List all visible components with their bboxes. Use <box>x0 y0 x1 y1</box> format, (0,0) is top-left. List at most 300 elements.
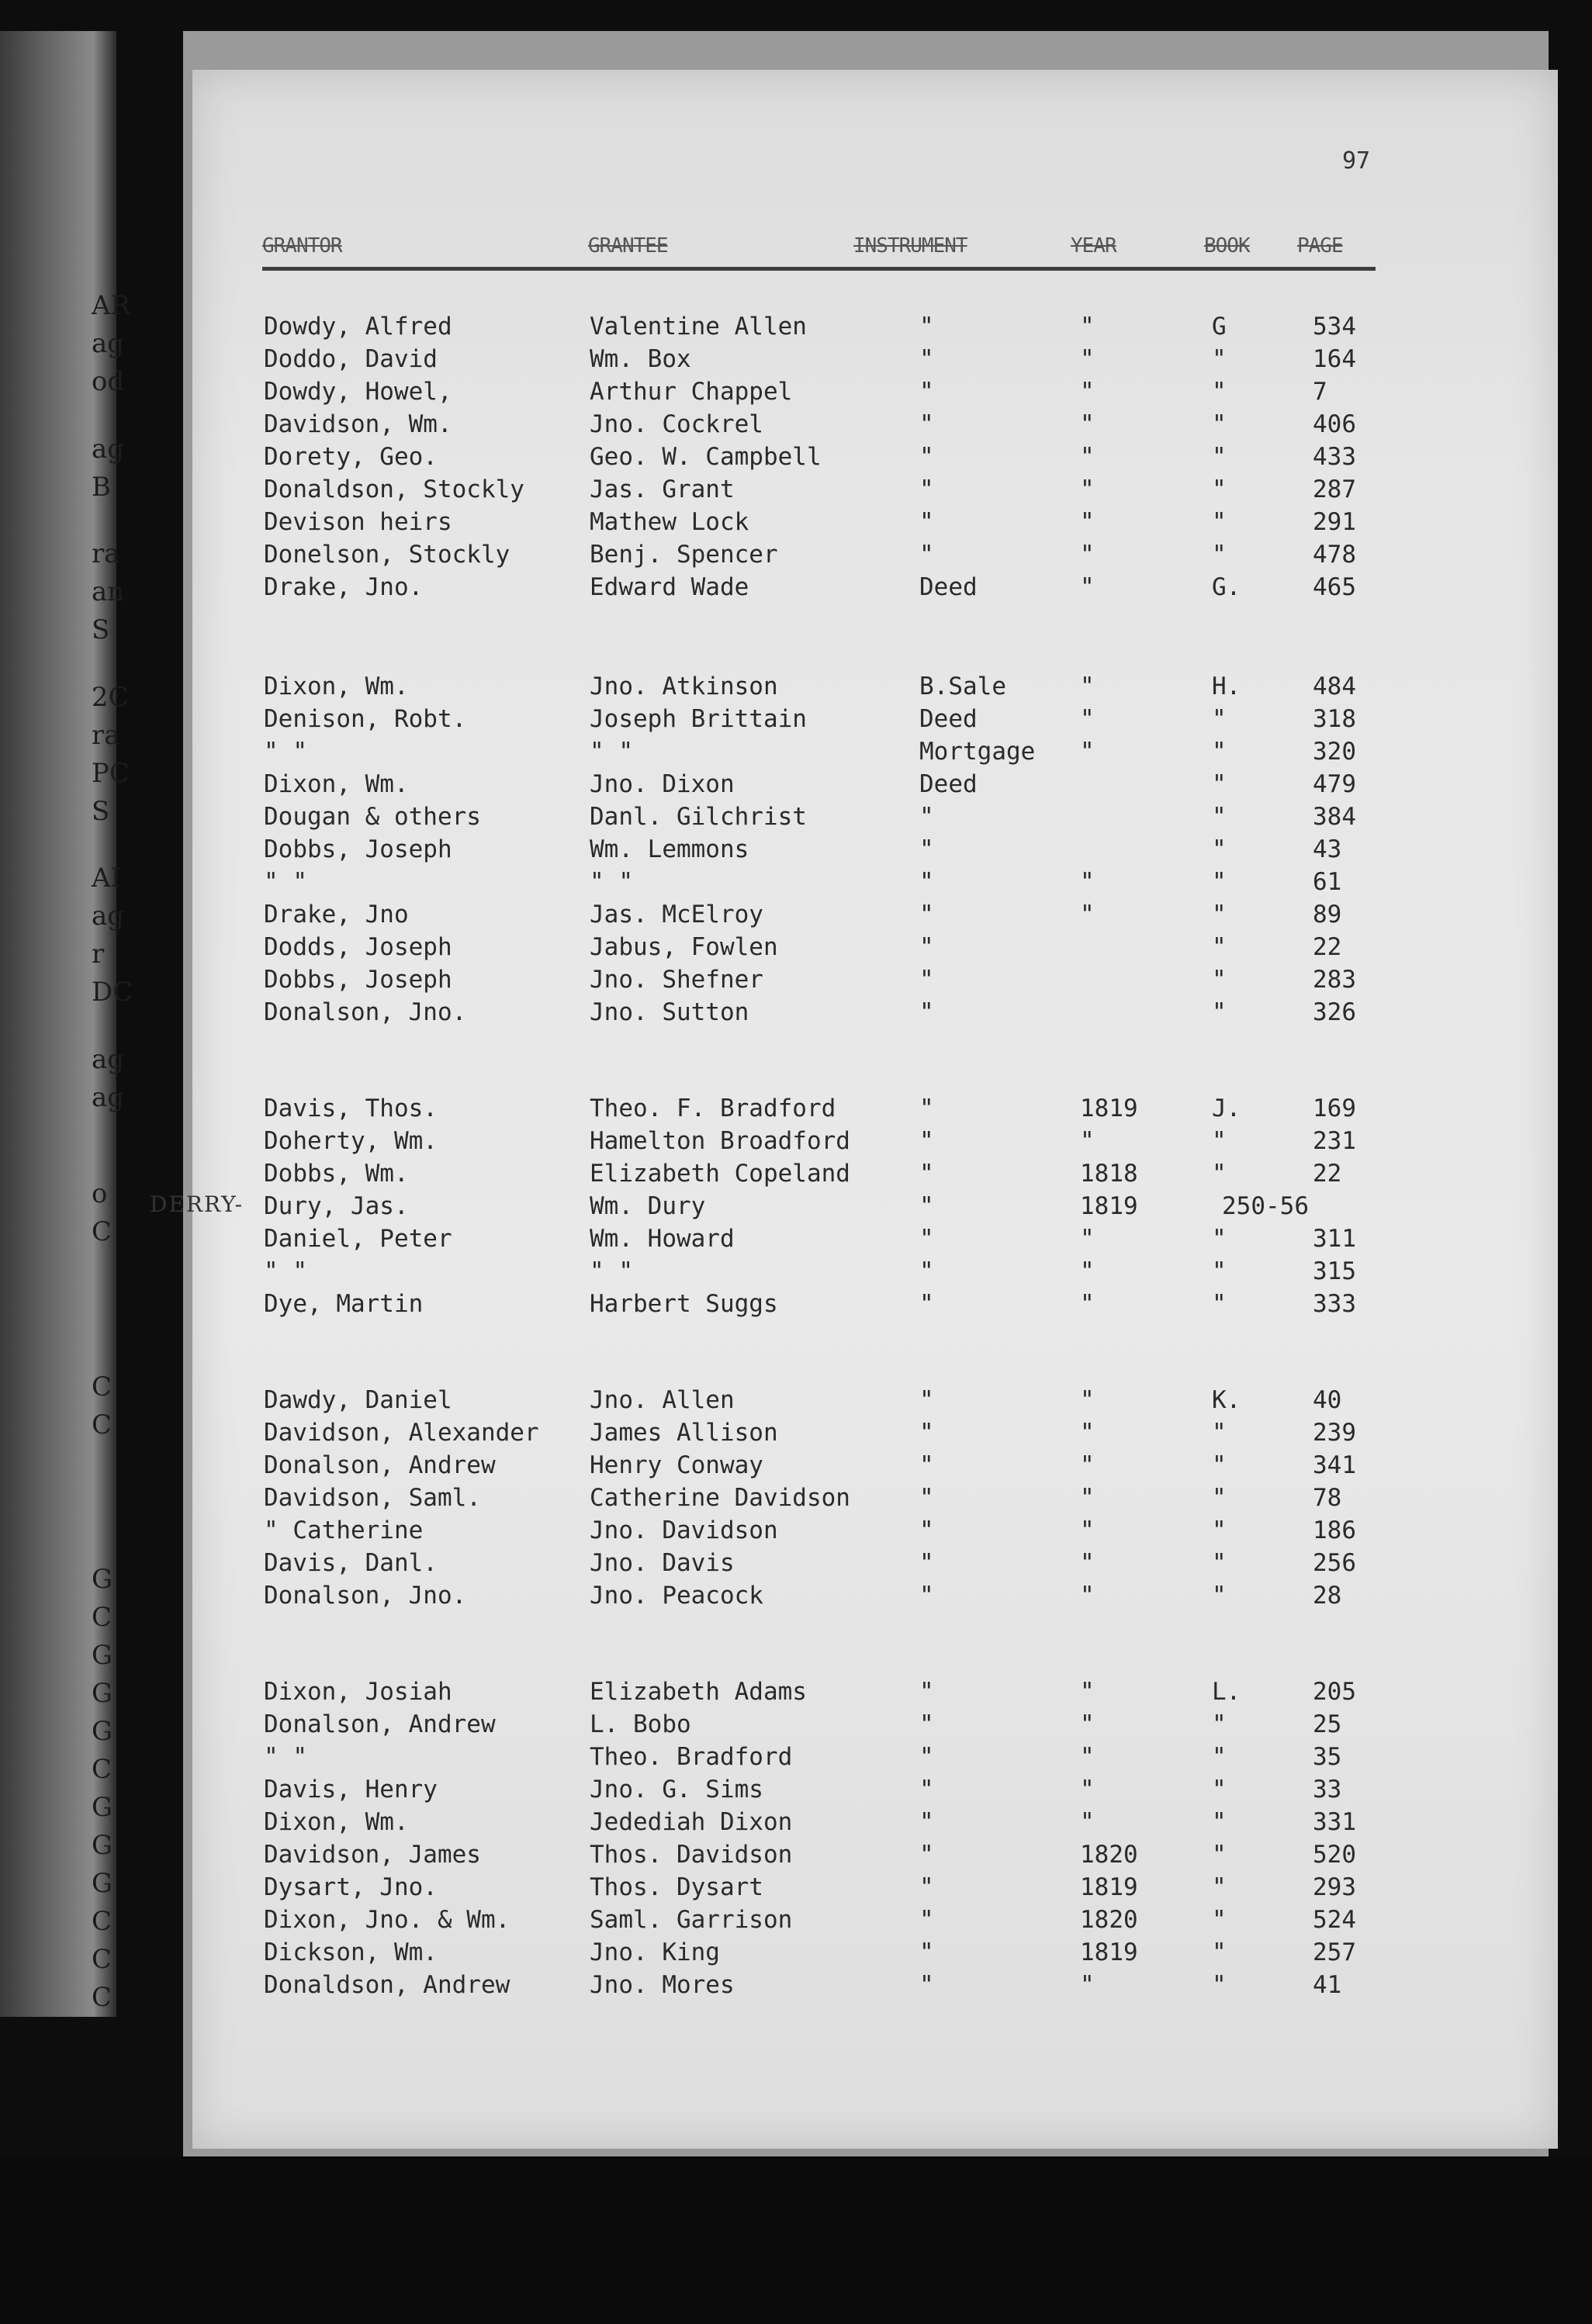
book-cell: " <box>1212 1257 1227 1285</box>
book-cell: " <box>1212 1873 1227 1901</box>
instrument-cell: " <box>919 1808 934 1836</box>
page-cell: 287 <box>1313 476 1356 503</box>
instrument-cell: " <box>919 508 934 536</box>
grantor-cell: Dysart, Jno. <box>264 1873 438 1901</box>
page-cell: 169 <box>1313 1095 1356 1122</box>
instrument-cell: " <box>919 1192 934 1220</box>
year-cell: " <box>1080 378 1095 406</box>
book-cell: " <box>1212 443 1227 471</box>
year-cell: " <box>1080 573 1095 601</box>
instrument-cell: " <box>919 1873 934 1901</box>
book-cell: " <box>1212 410 1227 438</box>
facing-page-fragment: B <box>92 471 111 503</box>
table-row <box>0 931 1592 963</box>
table-row <box>0 1773 1592 1806</box>
table-row <box>0 1384 1592 1416</box>
page-cell: 331 <box>1313 1808 1356 1836</box>
table-row <box>0 1449 1592 1482</box>
grantor-cell: Dickson, Wm. <box>264 1938 438 1966</box>
facing-page-fragment: G <box>92 1563 113 1595</box>
grantor-cell: Davis, Henry <box>264 1776 438 1804</box>
facing-page-fragment: C <box>92 1905 112 1937</box>
year-cell: " <box>1080 541 1095 569</box>
table-row <box>0 735 1592 768</box>
book-cell: " <box>1212 803 1227 831</box>
book-cell: " <box>1212 508 1227 536</box>
grantee-cell: " " <box>590 1257 633 1285</box>
year-cell: " <box>1080 1808 1095 1836</box>
page-cell: 256 <box>1313 1549 1356 1577</box>
book-cell: " <box>1212 998 1227 1026</box>
grantee-cell: Catherine Davidson <box>590 1484 850 1512</box>
table-row <box>0 1969 1592 2001</box>
table-row <box>0 1676 1592 1708</box>
table-row <box>0 571 1592 603</box>
table-row <box>0 1288 1592 1320</box>
header-book: BOOK <box>1204 234 1250 258</box>
grantee-cell: Wm. Howard <box>590 1225 735 1253</box>
year-cell: " <box>1080 1971 1095 1999</box>
page-cell: 22 <box>1313 933 1342 961</box>
book-cell: " <box>1212 966 1227 994</box>
grantor-cell: Dixon, Wm. <box>264 673 409 700</box>
grantee-cell: Jno. Davis <box>590 1549 735 1577</box>
instrument-cell: " <box>919 966 934 994</box>
grantor-cell: " " <box>264 738 307 766</box>
header-page: PAGE <box>1297 234 1343 258</box>
book-cell: " <box>1212 378 1227 406</box>
grantor-cell: Donalson, Jno. <box>264 998 467 1026</box>
year-cell: " <box>1080 1582 1095 1610</box>
book-cell: " <box>1212 1290 1227 1318</box>
page-number: 97 <box>1342 147 1371 175</box>
book-cell: " <box>1212 1516 1227 1544</box>
grantee-cell: Jno. Davidson <box>590 1516 778 1544</box>
grantor-cell: Dorety, Geo. <box>264 443 438 471</box>
instrument-cell: " <box>919 933 934 961</box>
year-cell: 1820 <box>1080 1906 1138 1934</box>
book-cell: L. <box>1212 1678 1241 1706</box>
facing-page-fragment: C <box>92 1981 112 2013</box>
book-cell: " <box>1212 1971 1227 1999</box>
book-cell: " <box>1212 1549 1227 1577</box>
facing-page-fragment: C <box>92 1943 112 1975</box>
facing-page-fragment: PC <box>92 757 130 789</box>
facing-page-fragment: 2C <box>92 681 129 713</box>
facing-page-fragment: C <box>92 1601 112 1633</box>
page-cell: 333 <box>1313 1290 1356 1318</box>
table-row <box>0 1871 1592 1904</box>
page-cell: 406 <box>1313 410 1356 438</box>
page-cell: 465 <box>1313 573 1356 601</box>
grantor-cell: Daniel, Peter <box>264 1225 452 1253</box>
grantor-cell: Devison heirs <box>264 508 452 536</box>
instrument-cell: " <box>919 541 934 569</box>
year-cell: " <box>1080 410 1095 438</box>
page-cell: 484 <box>1313 673 1356 700</box>
page-cell: 293 <box>1313 1873 1356 1901</box>
book-cell: " <box>1212 1776 1227 1804</box>
facing-page-fragment: G <box>92 1791 113 1823</box>
book-cell: " <box>1212 1582 1227 1610</box>
grantee-cell: Benj. Spencer <box>590 541 778 569</box>
page-cell: 384 <box>1313 803 1356 831</box>
page-cell: 41 <box>1313 1971 1342 1999</box>
grantee-cell: Wm. Box <box>590 345 691 373</box>
grantee-cell: Jno. G. Sims <box>590 1776 763 1804</box>
instrument-cell: " <box>919 345 934 373</box>
grantor-cell: Dobbs, Joseph <box>264 966 452 994</box>
year-cell: " <box>1080 1386 1095 1414</box>
grantee-cell: Elizabeth Copeland <box>590 1160 850 1188</box>
table-row <box>0 538 1592 571</box>
grantor-cell: Dixon, Josiah <box>264 1678 452 1706</box>
grantee-cell: " " <box>590 738 633 766</box>
page-cell: 186 <box>1313 1516 1356 1544</box>
grantor-cell: Dury, Jas. <box>264 1192 409 1220</box>
year-cell: " <box>1080 673 1095 700</box>
book-cell: " <box>1212 770 1227 798</box>
grantee-cell: Arthur Chappel <box>590 378 793 406</box>
facing-page-fragment: ra <box>92 719 120 751</box>
facing-page-fragment: G <box>92 1639 113 1671</box>
grantee-cell: Jno. Atkinson <box>590 673 778 700</box>
grantor-cell: Doddo, David <box>264 345 438 373</box>
book-cell: G. <box>1212 573 1241 601</box>
facing-page-fragment: G <box>92 1677 113 1709</box>
year-cell: " <box>1080 705 1095 733</box>
instrument-cell: " <box>919 1678 934 1706</box>
instrument-cell: " <box>919 1743 934 1771</box>
facing-page-fragment: an <box>92 576 125 608</box>
table-row <box>0 1547 1592 1579</box>
facing-page-fragment: od <box>92 366 125 397</box>
grantor-cell: Dixon, Jno. & Wm. <box>264 1906 510 1934</box>
instrument-cell: " <box>919 1386 934 1414</box>
page-cell: 479 <box>1313 770 1356 798</box>
grantee-cell: Thos. Dysart <box>590 1873 763 1901</box>
instrument-cell: " <box>919 1290 934 1318</box>
grantee-cell: Jno. Peacock <box>590 1582 763 1610</box>
facing-page-fragment: r <box>92 939 105 970</box>
grantee-cell: Jno. Shefner <box>590 966 763 994</box>
grantor-cell: Dawdy, Daniel <box>264 1386 452 1414</box>
grantor-cell: Dodds, Joseph <box>264 933 452 961</box>
grantor-cell: Davis, Danl. <box>264 1549 438 1577</box>
table-row <box>0 1936 1592 1969</box>
header-grantor: GRANTOR <box>262 234 342 258</box>
table-row <box>0 768 1592 801</box>
page-cell: 534 <box>1313 313 1356 341</box>
table-row <box>0 473 1592 506</box>
grantor-cell: Doherty, Wm. <box>264 1127 438 1155</box>
grantee-cell: Edward Wade <box>590 573 749 601</box>
facing-page-fragment: ag <box>92 1081 125 1113</box>
year-cell: " <box>1080 476 1095 503</box>
page-cell: 164 <box>1313 345 1356 373</box>
book-cell: " <box>1212 1841 1227 1869</box>
instrument-cell: " <box>919 1971 934 1999</box>
facing-page-fragment: S <box>92 614 110 646</box>
page-cell: 231 <box>1313 1127 1356 1155</box>
page-cell: 326 <box>1313 998 1356 1026</box>
page-cell: 25 <box>1313 1710 1342 1738</box>
year-cell: " <box>1080 1257 1095 1285</box>
instrument-cell: " <box>919 1160 934 1188</box>
grantor-cell: Davidson, Alexander <box>264 1419 539 1447</box>
instrument-cell: " <box>919 1938 934 1966</box>
grantee-cell: L. Bobo <box>590 1710 691 1738</box>
book-cell: " <box>1212 1808 1227 1836</box>
book-cell: " <box>1212 1743 1227 1771</box>
year-cell: 1819 <box>1080 1938 1138 1966</box>
grantee-cell: Geo. W. Campbell <box>590 443 822 471</box>
header-instrument: INSTRUMENT <box>853 234 967 258</box>
facing-page-fragment: C <box>92 1371 112 1402</box>
grantee-cell: Danl. Gilchrist <box>590 803 807 831</box>
book-cell: " <box>1212 705 1227 733</box>
facing-page-fragment: ag <box>92 433 125 465</box>
instrument-cell: " <box>919 476 934 503</box>
instrument-cell: " <box>919 1906 934 1934</box>
grantor-cell: Dougan & others <box>264 803 481 831</box>
facing-page-fragment: G <box>92 1867 113 1899</box>
instrument-cell: " <box>919 1225 934 1253</box>
table-row <box>0 1157 1592 1190</box>
grantor-cell: " " <box>264 1257 307 1285</box>
table-row <box>0 996 1592 1029</box>
grantor-cell: Dixon, Wm. <box>264 1808 409 1836</box>
grantor-cell: " Catherine <box>264 1516 424 1544</box>
table-row <box>0 1741 1592 1773</box>
book-cell: " <box>1212 1160 1227 1188</box>
grantee-cell: Jno. Mores <box>590 1971 735 1999</box>
book-cell: " <box>1212 868 1227 896</box>
grantor-cell: " " <box>264 868 307 896</box>
grantor-cell: Dye, Martin <box>264 1290 424 1318</box>
table-row <box>0 441 1592 473</box>
facing-page-fragment: G <box>92 1715 113 1747</box>
facing-page-fragment: ag <box>92 328 125 359</box>
year-cell: " <box>1080 1225 1095 1253</box>
scan-border <box>0 2156 1592 2324</box>
instrument-cell: Deed <box>919 705 978 733</box>
grantee-cell: Mathew Lock <box>590 508 749 536</box>
year-cell: " <box>1080 1549 1095 1577</box>
instrument-cell: " <box>919 803 934 831</box>
instrument-cell: " <box>919 1451 934 1479</box>
book-cell: 250-56 <box>1222 1192 1309 1220</box>
table-row <box>0 506 1592 538</box>
year-cell: " <box>1080 1743 1095 1771</box>
table-row <box>0 310 1592 343</box>
instrument-cell: " <box>919 1549 934 1577</box>
year-cell: 1818 <box>1080 1160 1138 1188</box>
grantee-cell: Joseph Brittain <box>590 705 807 733</box>
page-cell: 78 <box>1313 1484 1342 1512</box>
book-cell: " <box>1212 1419 1227 1447</box>
table-row <box>0 1482 1592 1514</box>
book-cell: " <box>1212 1484 1227 1512</box>
handwritten-margin-note: DERRY- <box>150 1191 244 1217</box>
grantor-cell: Donalson, Andrew <box>264 1710 496 1738</box>
table-row <box>0 375 1592 408</box>
year-cell: 1819 <box>1080 1095 1138 1122</box>
facing-page-fragment: C <box>92 1753 112 1785</box>
instrument-cell: " <box>919 1257 934 1285</box>
year-cell: " <box>1080 1127 1095 1155</box>
year-cell: " <box>1080 1678 1095 1706</box>
grantee-cell: Jno. Allen <box>590 1386 735 1414</box>
page-cell: 291 <box>1313 508 1356 536</box>
table-row <box>0 1190 1592 1223</box>
facing-page-fragment: AI <box>92 863 121 894</box>
book-cell: " <box>1212 476 1227 503</box>
year-cell: " <box>1080 345 1095 373</box>
table-row <box>0 1125 1592 1157</box>
table-row <box>0 1514 1592 1547</box>
grantor-cell: " " <box>264 1743 307 1771</box>
grantee-cell: Henry Conway <box>590 1451 763 1479</box>
grantee-cell: " " <box>590 868 633 896</box>
book-cell: " <box>1212 1451 1227 1479</box>
grantee-cell: Jno. Dixon <box>590 770 735 798</box>
table-row <box>0 1092 1592 1125</box>
page-cell: 35 <box>1313 1743 1342 1771</box>
instrument-cell: " <box>919 835 934 863</box>
grantee-cell: Saml. Garrison <box>590 1906 793 1934</box>
table-row <box>0 1904 1592 1936</box>
grantee-cell: Theo. F. Bradford <box>590 1095 836 1122</box>
book-cell: " <box>1212 1710 1227 1738</box>
table-row <box>0 898 1592 931</box>
table-row <box>0 1579 1592 1612</box>
facing-page-fragment: AR <box>92 290 131 321</box>
grantor-cell: Davidson, Wm. <box>264 410 452 438</box>
table-row <box>0 670 1592 703</box>
instrument-cell: " <box>919 1419 934 1447</box>
instrument-cell: " <box>919 1095 934 1122</box>
book-cell: " <box>1212 345 1227 373</box>
instrument-cell: " <box>919 443 934 471</box>
grantor-cell: Donaldson, Stockly <box>264 476 524 503</box>
grantor-cell: Davidson, James <box>264 1841 481 1869</box>
page-cell: 33 <box>1313 1776 1342 1804</box>
table-row <box>0 1416 1592 1449</box>
book-cell: " <box>1212 933 1227 961</box>
grantor-cell: Davis, Thos. <box>264 1095 438 1122</box>
instrument-cell: " <box>919 868 934 896</box>
page-cell: 28 <box>1313 1582 1342 1610</box>
facing-page-fragment: ra <box>92 538 120 570</box>
grantee-cell: Jedediah Dixon <box>590 1808 793 1836</box>
instrument-cell: " <box>919 901 934 929</box>
year-cell: " <box>1080 1776 1095 1804</box>
table-row <box>0 1223 1592 1255</box>
year-cell: " <box>1080 443 1095 471</box>
header-year: YEAR <box>1071 234 1116 258</box>
facing-page-fragment: ag <box>92 901 125 932</box>
grantor-cell: Denison, Robt. <box>264 705 467 733</box>
grantee-cell: Jno. Cockrel <box>590 410 763 438</box>
book-cell: " <box>1212 1225 1227 1253</box>
book-cell: H. <box>1212 673 1241 700</box>
page-cell: 318 <box>1313 705 1356 733</box>
year-cell: " <box>1080 1484 1095 1512</box>
grantor-cell: Dowdy, Alfred <box>264 313 452 341</box>
book-cell: " <box>1212 835 1227 863</box>
page-cell: 320 <box>1313 738 1356 766</box>
grantee-cell: Elizabeth Adams <box>590 1678 807 1706</box>
year-cell: " <box>1080 1419 1095 1447</box>
page-cell: 239 <box>1313 1419 1356 1447</box>
facing-page-fragment: S <box>92 795 110 827</box>
page-cell: 433 <box>1313 443 1356 471</box>
year-cell: " <box>1080 1710 1095 1738</box>
page-cell: 40 <box>1313 1386 1342 1414</box>
grantor-cell: Dowdy, Howel, <box>264 378 452 406</box>
year-cell: " <box>1080 738 1095 766</box>
year-cell: 1819 <box>1080 1192 1138 1220</box>
grantor-cell: Dixon, Wm. <box>264 770 409 798</box>
instrument-cell: " <box>919 1841 934 1869</box>
page-cell: 311 <box>1313 1225 1356 1253</box>
table-row <box>0 1838 1592 1871</box>
grantor-cell: Drake, Jno <box>264 901 409 929</box>
page-cell: 283 <box>1313 966 1356 994</box>
instrument-cell: " <box>919 378 934 406</box>
page-cell: 205 <box>1313 1678 1356 1706</box>
book-cell: J. <box>1212 1095 1241 1122</box>
book-cell: " <box>1212 1127 1227 1155</box>
grantor-cell: Donelson, Stockly <box>264 541 510 569</box>
grantee-cell: Valentine Allen <box>590 313 807 341</box>
page-cell: 89 <box>1313 901 1342 929</box>
table-row <box>0 1255 1592 1288</box>
grantee-cell: Jas. McElroy <box>590 901 763 929</box>
year-cell: " <box>1080 508 1095 536</box>
page-cell: 7 <box>1313 378 1327 406</box>
grantor-cell: Davidson, Saml. <box>264 1484 481 1512</box>
year-cell: " <box>1080 313 1095 341</box>
facing-page-fragment: C <box>92 1409 112 1440</box>
page-cell: 43 <box>1313 835 1342 863</box>
grantee-cell: Thos. Davidson <box>590 1841 793 1869</box>
table-row <box>0 963 1592 996</box>
book-cell: G <box>1212 313 1227 341</box>
page-cell: 524 <box>1313 1906 1356 1934</box>
instrument-cell: " <box>919 1776 934 1804</box>
book-cell: " <box>1212 541 1227 569</box>
instrument-cell: " <box>919 998 934 1026</box>
grantee-cell: Theo. Bradford <box>590 1743 793 1771</box>
year-cell: " <box>1080 1290 1095 1318</box>
facing-page-fragment: DC <box>92 977 133 1008</box>
facing-page-fragment: C <box>92 1216 112 1248</box>
grantor-cell: Dobbs, Wm. <box>264 1160 409 1188</box>
header-grantee: GRANTEE <box>588 234 668 258</box>
page-cell: 478 <box>1313 541 1356 569</box>
page-cell: 22 <box>1313 1160 1342 1188</box>
table-row <box>0 408 1592 441</box>
instrument-cell: Deed <box>919 770 978 798</box>
grantor-cell: Donalson, Jno. <box>264 1582 467 1610</box>
book-cell: " <box>1212 901 1227 929</box>
book-cell: " <box>1212 1906 1227 1934</box>
facing-page-fragment: G <box>92 1829 113 1861</box>
table-row <box>0 703 1592 735</box>
page-cell: 520 <box>1313 1841 1356 1869</box>
